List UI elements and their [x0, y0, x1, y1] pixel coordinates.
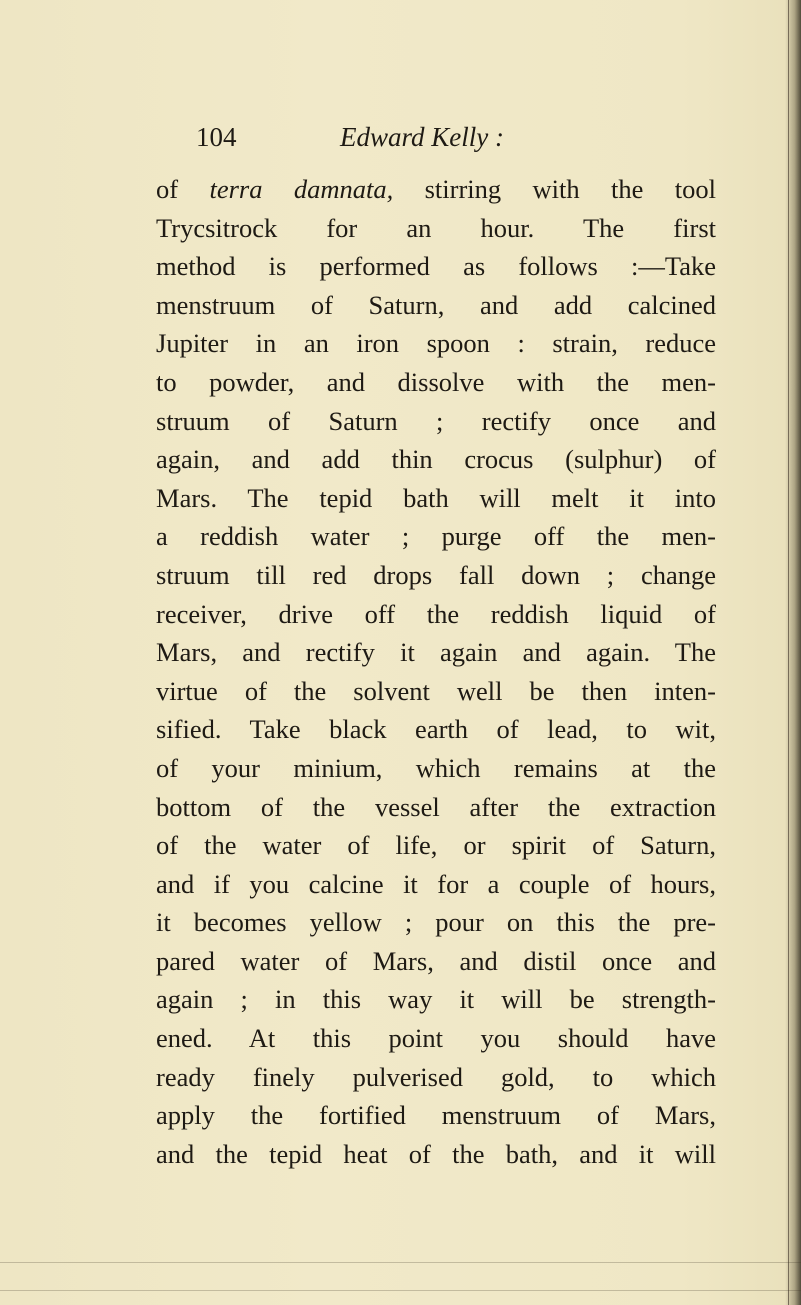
text-line: pared water of Mars, and distil once and	[156, 945, 716, 976]
italic-phrase: terra damnata,	[209, 174, 394, 204]
text-line: receiver, drive off the reddish liquid of	[156, 598, 716, 629]
text-line: Mars. The tepid bath will melt it into	[156, 482, 716, 513]
text-line	[156, 170, 716, 209]
body-text	[156, 170, 716, 1173]
text-line: again, and add thin crocus (sulphur) of	[156, 444, 716, 475]
text-line: a reddish water ; purge off the men-	[156, 521, 716, 552]
text-line: of the water of life, or spirit of Saturn,	[156, 830, 716, 861]
text-line: ened. At this point you should have	[156, 1023, 716, 1054]
running-head: Edward Kelly :	[340, 122, 504, 152]
text-line: to powder, and dissolve with the men-	[156, 366, 716, 397]
page-number: 104	[196, 122, 237, 152]
text-line: Jupiter in an iron spoon : strain, reduce	[156, 328, 716, 359]
text-line: of your minium, which remains at the	[156, 752, 716, 783]
text-line: virtue of the solvent well be then inten-	[156, 675, 716, 706]
text-line: it becomes yellow ; pour on this the pre-	[156, 907, 716, 938]
bottom-paper-crease	[0, 1262, 801, 1263]
page-edge-shadow	[785, 0, 801, 1305]
text-line: apply the fortified menstruum of Mars,	[156, 1100, 716, 1131]
text-line: ready finely pulverised gold, to which	[156, 1061, 716, 1092]
text-line: Mars, and rectify it again and again. The	[156, 637, 716, 668]
bottom-paper-crease-2	[0, 1290, 801, 1291]
text-line: struum till red drops fall down ; change	[156, 559, 716, 590]
text-line: bottom of the vessel after the extraction	[156, 791, 716, 822]
text-segment: of	[156, 174, 210, 204]
text-line: Trycsitrock for an hour. The first	[156, 212, 716, 243]
text-line: again ; in this way it will be strength-	[156, 984, 716, 1015]
page-header	[196, 122, 716, 162]
text-line: method is performed as follows :—Take	[156, 251, 716, 282]
text-line: and if you calcine it for a couple of hours,	[156, 868, 716, 899]
text-line: sified. Take black earth of lead, to wit,	[156, 714, 716, 745]
text-line: struum of Saturn ; rectify once and	[156, 405, 716, 436]
text-line: and the tepid heat of the bath, and it will	[156, 1138, 716, 1169]
text-line: menstruum of Saturn, and add calcined	[156, 289, 716, 320]
text-segment: stirring with the tool	[393, 174, 717, 204]
